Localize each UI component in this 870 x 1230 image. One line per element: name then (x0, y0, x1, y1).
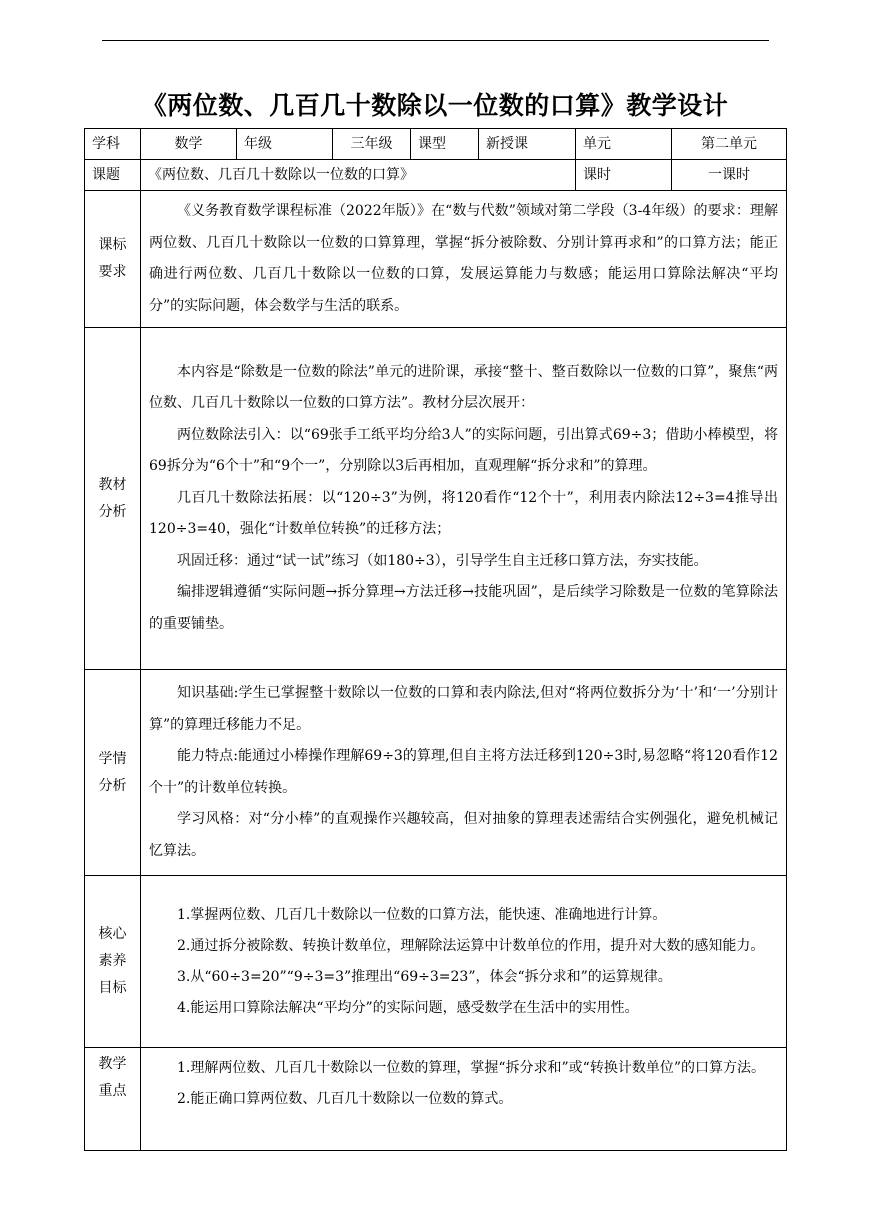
paragraph: 2.能正确口算两位数、几百几十数除以一位数的算式。 (177, 1091, 513, 1107)
topic-label: 课题 (85, 160, 141, 191)
section-body (141, 328, 787, 670)
paragraph: 本内容是“除数是一位数的除法”单元的进阶课，承接“整十、整百数除以一位数的口算”，聚焦“两位数、几百几十数除以一位数的口算方法”。教材分层次展开： (149, 363, 778, 412)
lesson-type-label: 课型 (411, 129, 479, 160)
section-body (141, 670, 787, 876)
section-students (85, 670, 787, 876)
header-row (85, 129, 787, 160)
paragraph: 2.通过拆分被除数、转换计数单位，理解除法运算中计数单位的作用，提升对大数的感知能力。 (177, 937, 765, 954)
paragraph: 《义务教育数学课程标准（2022年版）》在“数与代数”领域对第二学段（3-4年级）的要求：理解两位数、几百几十数除以一位数的口算算理，掌握“拆分被除数、分别计算再求和”的口算方法；能正确进行两位数、几百几十数除以一位数的口算，发展运算能力与数感；能运用口算除法解决“平均分”的实际问题，体会数学与生活的联系。 (149, 203, 778, 314)
grade-value: 三年级 (333, 129, 411, 160)
paragraph: 1.理解两位数、几百几十数除以一位数的算理，掌握“拆分求和”或“转换计数单位”的口算方法。 (177, 1060, 765, 1076)
section-label: 课标 要求 (85, 191, 141, 328)
section-standards (85, 191, 787, 328)
paragraph: 巩固迁移：通过“试一试”练习（如180÷3），引导学生自主迁移口算方法，夯实技能。 (177, 552, 708, 569)
grade-label: 年级 (237, 129, 333, 160)
unit-label: 单元 (576, 129, 672, 160)
lesson-plan-table (84, 128, 787, 1151)
section-body (141, 1048, 787, 1151)
section-body (141, 876, 787, 1048)
header-rule (102, 40, 769, 41)
section-material (85, 328, 787, 670)
document-title: 《两位数、几百几十数除以一位数的口算》教学设计 (141, 91, 729, 120)
paragraph: 知识基础:学生已掌握整十数除以一位数的口算和表内除法,但对“将两位数拆分为‘十’和‘一’分别计算”的算理迁移能力不足。 (149, 685, 778, 733)
section-label: 教材 分析 (85, 328, 141, 670)
lesson-type-value: 新授课 (479, 129, 576, 160)
paragraph: 4.能运用口算除法解决“平均分”的实际问题，感受数学在生活中的实用性。 (177, 999, 639, 1016)
paragraph: 两位数除法引入：以“69张手工纸平均分给3人”的实际问题，引出算式69÷3；借助小棒模型，将69拆分为“6个十”和“9个一”，分别除以3后再相加，直观理解“拆分求和”的算理。 (149, 426, 778, 475)
section-label: 教学 重点 (85, 1048, 141, 1151)
topic-row (85, 160, 787, 191)
paragraph: 能力特点:能通过小棒操作理解69÷3的算理,但自主将方法迁移到120÷3时,易忽略“将120看作12个十”的计数单位转换。 (149, 748, 778, 796)
section-body (141, 191, 787, 328)
hours-label: 课时 (576, 160, 672, 191)
paragraph: 编排逻辑遵循“实际问题→拆分算理→方法迁移→技能巩固”，是后续学习除数是一位数的笔算除法的重要铺垫。 (149, 584, 778, 632)
paragraph: 1.掌握两位数、几百几十数除以一位数的口算方法，能快速、准确地进行计算。 (177, 906, 667, 923)
section-key-points (85, 1048, 787, 1151)
paragraph: 3.从“60÷3=20”“9÷3=3”推理出“69÷3=23”，体会“拆分求和”的运算规律。 (177, 968, 672, 985)
subject-label: 学科 (85, 129, 141, 160)
paragraph: 学习风格：对“分小棒”的直观操作兴趣较高，但对抽象的算理表述需结合实例强化，避免机械记忆算法。 (149, 811, 778, 859)
unit-value: 第二单元 (672, 129, 787, 160)
topic-value: 《两位数、几百几十数除以一位数的口算》 (141, 160, 576, 191)
section-label: 学情 分析 (85, 670, 141, 876)
subject-value: 数学 (141, 129, 237, 160)
hours-value: 一课时 (672, 160, 787, 191)
section-core (85, 876, 787, 1048)
paragraph: 几百几十数除法拓展：以“120÷3”为例，将120看作“12个十”，利用表内除法12÷3=4推导出120÷3=40，强化“计数单位转换”的迁移方法； (149, 489, 778, 538)
section-label: 核心 素养 目标 (85, 876, 141, 1048)
